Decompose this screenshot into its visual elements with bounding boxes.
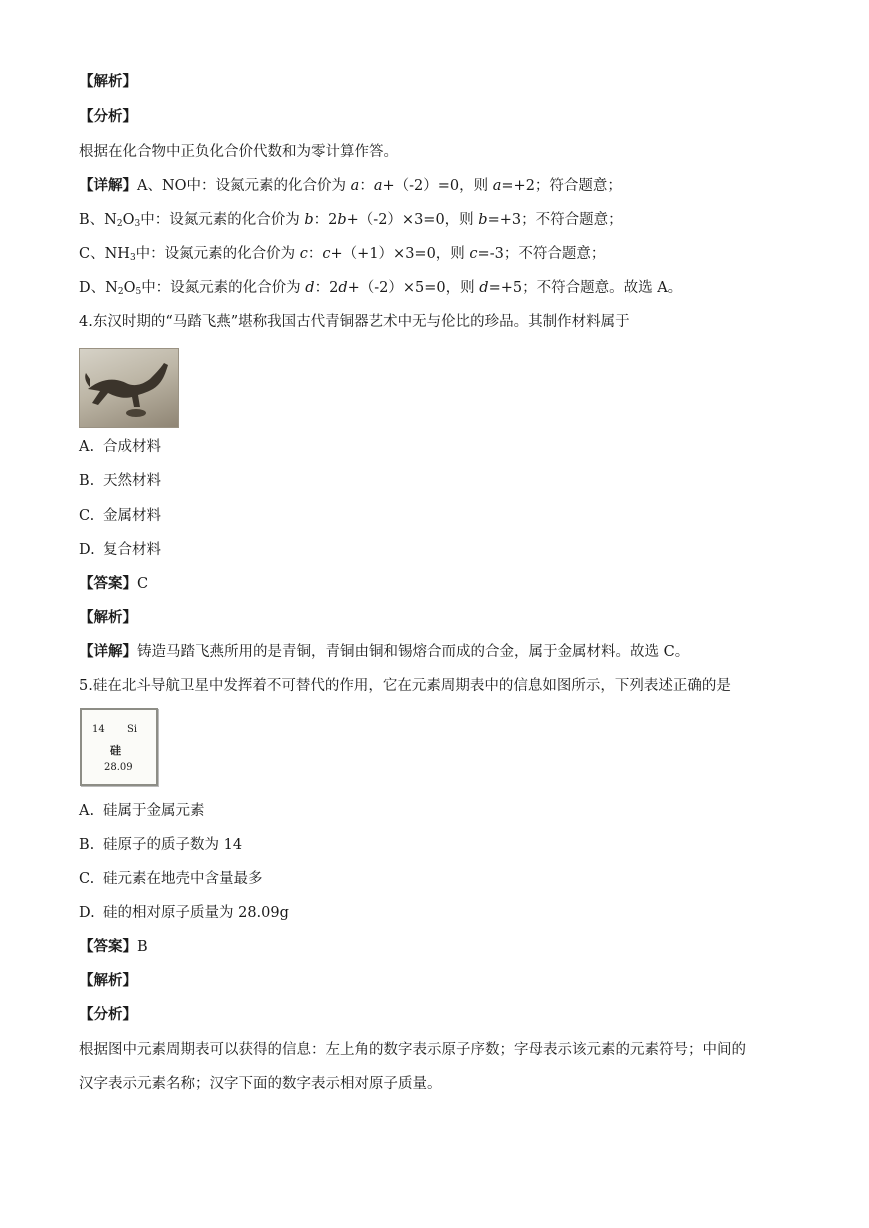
detail-line-a: 【详解】A、NO中：设氮元素的化合价为 a：a+（-2）=0，则 a=+2；符合题意； bbox=[79, 177, 622, 194]
question-4-stem: 4.东汉时期的“马踏飞燕”堪称我国古代青铜器艺术中无与伦比的珍品。其制作材料属于 bbox=[79, 314, 630, 330]
element-symbol: Si bbox=[127, 724, 138, 735]
q4-option-a: A. 合成材料 bbox=[79, 439, 161, 455]
fenxi-text: 根据在化合物中正负化合价代数和为零计算作答。 bbox=[79, 144, 398, 160]
q5-answer: 【答案】B bbox=[79, 938, 148, 955]
element-name: 硅 bbox=[110, 744, 121, 757]
q4-detail: 【详解】铸造马踏飞燕所用的是青铜，青铜由铜和锡熔合而成的合金，属于金属材料。故选 C。 bbox=[79, 643, 690, 660]
q5-option-d: D. 硅的相对原子质量为 28.09g bbox=[79, 905, 289, 921]
jiexi-heading: 【解析】 bbox=[79, 73, 137, 90]
detail-line-b: B、$N_2O_3$中：设氮元素的化合价为 b：2b+（-2）×3=0，则 b=+3；不符合题意； bbox=[79, 212, 623, 229]
q4-answer: 【答案】C bbox=[79, 575, 149, 592]
q4-option-c: C. 金属材料 bbox=[79, 508, 161, 524]
detail-line-c: C、$NH_3$中：设氮元素的化合价为 c：c+（+1）×3=0，则 c=-3；不符合题意； bbox=[79, 246, 606, 263]
q5-option-a: A. 硅属于金属元素 bbox=[79, 803, 205, 819]
q5-fenxi-text-1: 根据图中元素周期表可以获得的信息：左上角的数字表示原子序数；字母表示该元素的元素符号；中间的 bbox=[79, 1042, 746, 1058]
q4-option-b: B. 天然材料 bbox=[79, 473, 161, 489]
fenxi-heading: 【分析】 bbox=[79, 108, 137, 125]
q5-option-b: B. 硅原子的质子数为 14 bbox=[79, 837, 243, 853]
q4-option-d: D. 复合材料 bbox=[79, 542, 161, 558]
q5-fenxi-heading: 【分析】 bbox=[79, 1006, 137, 1023]
detail-line-d: D、$N_2O_5$中：设氮元素的化合价为 d：2d+（-2）×5=0，则 d=+5；不符合题意。故选 A。 bbox=[79, 280, 683, 297]
question-5-stem: 5.硅在北斗导航卫星中发挥着不可替代的作用，它在元素周期表中的信息如图所示，下列表述正确的是 bbox=[79, 678, 731, 694]
q5-option-c: C. 硅元素在地壳中含量最多 bbox=[79, 871, 263, 887]
q5-jiexi-heading: 【解析】 bbox=[79, 972, 137, 989]
bronze-horse-image bbox=[79, 348, 179, 428]
atomic-mass: 28.09 bbox=[104, 762, 133, 773]
q4-jiexi-heading: 【解析】 bbox=[79, 609, 137, 626]
silicon-element-card bbox=[80, 708, 158, 786]
q5-fenxi-text-2: 汉字表示元素名称；汉字下面的数字表示相对原子质量。 bbox=[79, 1076, 442, 1092]
atomic-number: 14 bbox=[92, 724, 105, 735]
